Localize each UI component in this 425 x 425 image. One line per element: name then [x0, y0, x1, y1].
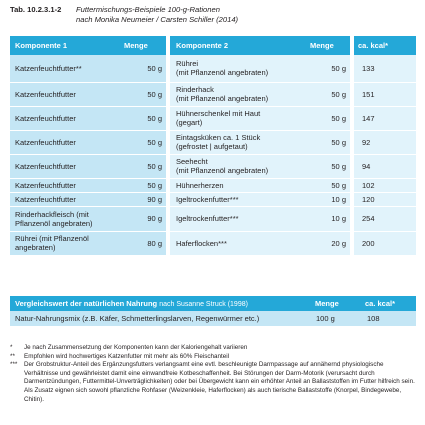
footnote-mark: ***	[10, 361, 18, 369]
amount-1-cell: 80 g	[124, 231, 166, 255]
header-menge-1: Menge	[124, 36, 166, 55]
table-caption	[10, 5, 415, 24]
table-row	[10, 231, 416, 255]
component-1-cell: Katzenfeuchtfutter	[10, 178, 124, 192]
component-1-cell: Rinderhackfleisch (mit Pflanzenöl angebraten)	[10, 206, 124, 231]
amount-2-cell: 10 g	[310, 206, 350, 231]
component-1-cell: Rührei (mit Pflanzenöl angebraten)	[10, 231, 124, 255]
component-2-cell: Eintagsküken ca. 1 Stück (gefrostet | aufgetaut)	[170, 130, 310, 154]
amount-1-cell: 50 g	[124, 154, 166, 178]
kcal-cell: 254	[354, 206, 416, 231]
amount-2-cell: 50 g	[310, 82, 350, 106]
amount-1-cell: 50 g	[124, 178, 166, 192]
table-row	[10, 154, 416, 178]
amount-2-cell: 50 g	[310, 106, 350, 130]
component-2-cell: Igeltrockenfutter***	[170, 192, 310, 206]
component-2-cell: Rührei (mit Pflanzenöl angebraten)	[170, 55, 310, 82]
table-row	[10, 106, 416, 130]
footnote-text: Empfohlen wird hochwertiges Katzenfutter mit mehr als 60% Fleischanteil	[24, 352, 230, 360]
component-2-cell: Seehecht (mit Pflanzenöl angebraten)	[170, 154, 310, 178]
table-row	[10, 130, 416, 154]
amount-1-cell: 50 g	[124, 130, 166, 154]
amount-1-cell: 50 g	[124, 106, 166, 130]
caption-source: nach Monika Neumeier / Carsten Schiller (2014)	[76, 14, 239, 24]
kcal-cell: 133	[354, 55, 416, 82]
footnote-mark: *	[10, 344, 13, 351]
component-1-cell: Katzenfeuchtfutter	[10, 192, 124, 206]
table-row	[10, 55, 416, 82]
comparison-row	[10, 311, 416, 326]
component-1-cell: Katzenfeuchtfutter	[10, 154, 124, 178]
table-row	[10, 206, 416, 231]
component-2-cell: Hühnerschenkel mit Haut (gegart)	[170, 106, 310, 130]
table-header-row	[10, 36, 416, 55]
component-2-cell: Hühnerherzen	[170, 178, 310, 192]
footnote	[10, 361, 416, 404]
header-komponente-1: Komponente 1	[10, 36, 124, 55]
amount-2-cell: 20 g	[310, 231, 350, 255]
footnote	[10, 344, 416, 353]
comparison-item: Natur-Nahrungsmix (z.B. Käfer, Schmetterlingslarven, Regenwürmer etc.)	[10, 311, 310, 326]
comparison-menge: 100 g	[310, 311, 360, 326]
comparison-kcal: 108	[360, 311, 416, 326]
kcal-cell: 120	[354, 192, 416, 206]
footnotes	[10, 344, 416, 404]
amount-1-cell: 50 g	[124, 82, 166, 106]
component-2-cell: Haferflocken***	[170, 231, 310, 255]
footnote-mark: **	[10, 352, 15, 360]
footnote	[10, 353, 416, 362]
amount-1-cell: 90 g	[124, 206, 166, 231]
comparison-title: Vergleichswert der natürlichen Nahrung nach Susanne Struck (1998)	[10, 296, 310, 311]
kcal-cell: 92	[354, 130, 416, 154]
amount-2-cell: 50 g	[310, 55, 350, 82]
component-1-cell: Katzenfeuchtfutter	[10, 130, 124, 154]
table-row	[10, 82, 416, 106]
footnote-text: Der Grobstruktur-Anteil des Ergänzungsfutters verlangsamt eine evtl. beschleunigte Darmpassage auf annähernd physiologische Verhältnisse und gewährleistet damit eine einwandfreie Kotbeschaffenheit. Bei Störungen der Darm-Motorik (verursacht durch Darmentzündungen, Futtermittel-Unverträglichkeiten) oder bei Übergewicht kann ein erhöhter Anteil an Ballaststoffen im Futter hilfreich sein. Als Zusatz eignen sich sowohl pflanzliche Rohfaser (Weizenkleie, Haferflocken) als auch tierische Ballaststoffe (Knorpel, Bindegewebe, Chitin).	[24, 361, 415, 403]
header-komponente-2: Komponente 2	[170, 36, 310, 55]
table-row	[10, 178, 416, 192]
amount-1-cell: 90 g	[124, 192, 166, 206]
kcal-cell: 147	[354, 106, 416, 130]
kcal-cell: 200	[354, 231, 416, 255]
kcal-cell: 102	[354, 178, 416, 192]
footnote-text: Je nach Zusammensetzung der Komponenten kann der Kaloriengehalt variieren	[24, 344, 248, 351]
component-1-cell: Katzenfeuchtfutter**	[10, 55, 124, 82]
caption-title: Futtermischungs-Beispiele 100-g-Rationen	[76, 5, 220, 14]
amount-2-cell: 10 g	[310, 192, 350, 206]
amount-2-cell: 50 g	[310, 130, 350, 154]
header-kcal: ca. kcal*	[354, 36, 416, 55]
comparison-header-kcal: ca. kcal*	[360, 296, 416, 311]
amount-2-cell: 50 g	[310, 178, 350, 192]
amount-1-cell: 50 g	[124, 55, 166, 82]
component-1-cell: Katzenfeuchtfutter	[10, 82, 124, 106]
component-2-cell: Rinderhack (mit Pflanzenöl angebraten)	[170, 82, 310, 106]
comparison-table	[10, 296, 416, 326]
header-menge-2: Menge	[310, 36, 350, 55]
table-number: Tab. 10.2.3.1-2	[10, 5, 62, 14]
comparison-header-menge: Menge	[310, 296, 360, 311]
amount-2-cell: 50 g	[310, 154, 350, 178]
ration-table	[10, 36, 416, 256]
component-2-cell: Igeltrockenfutter***	[170, 206, 310, 231]
kcal-cell: 151	[354, 82, 416, 106]
comparison-source: nach Susanne Struck (1998)	[159, 301, 248, 308]
table-row	[10, 192, 416, 206]
kcal-cell: 94	[354, 154, 416, 178]
component-1-cell: Katzenfeuchtfutter	[10, 106, 124, 130]
